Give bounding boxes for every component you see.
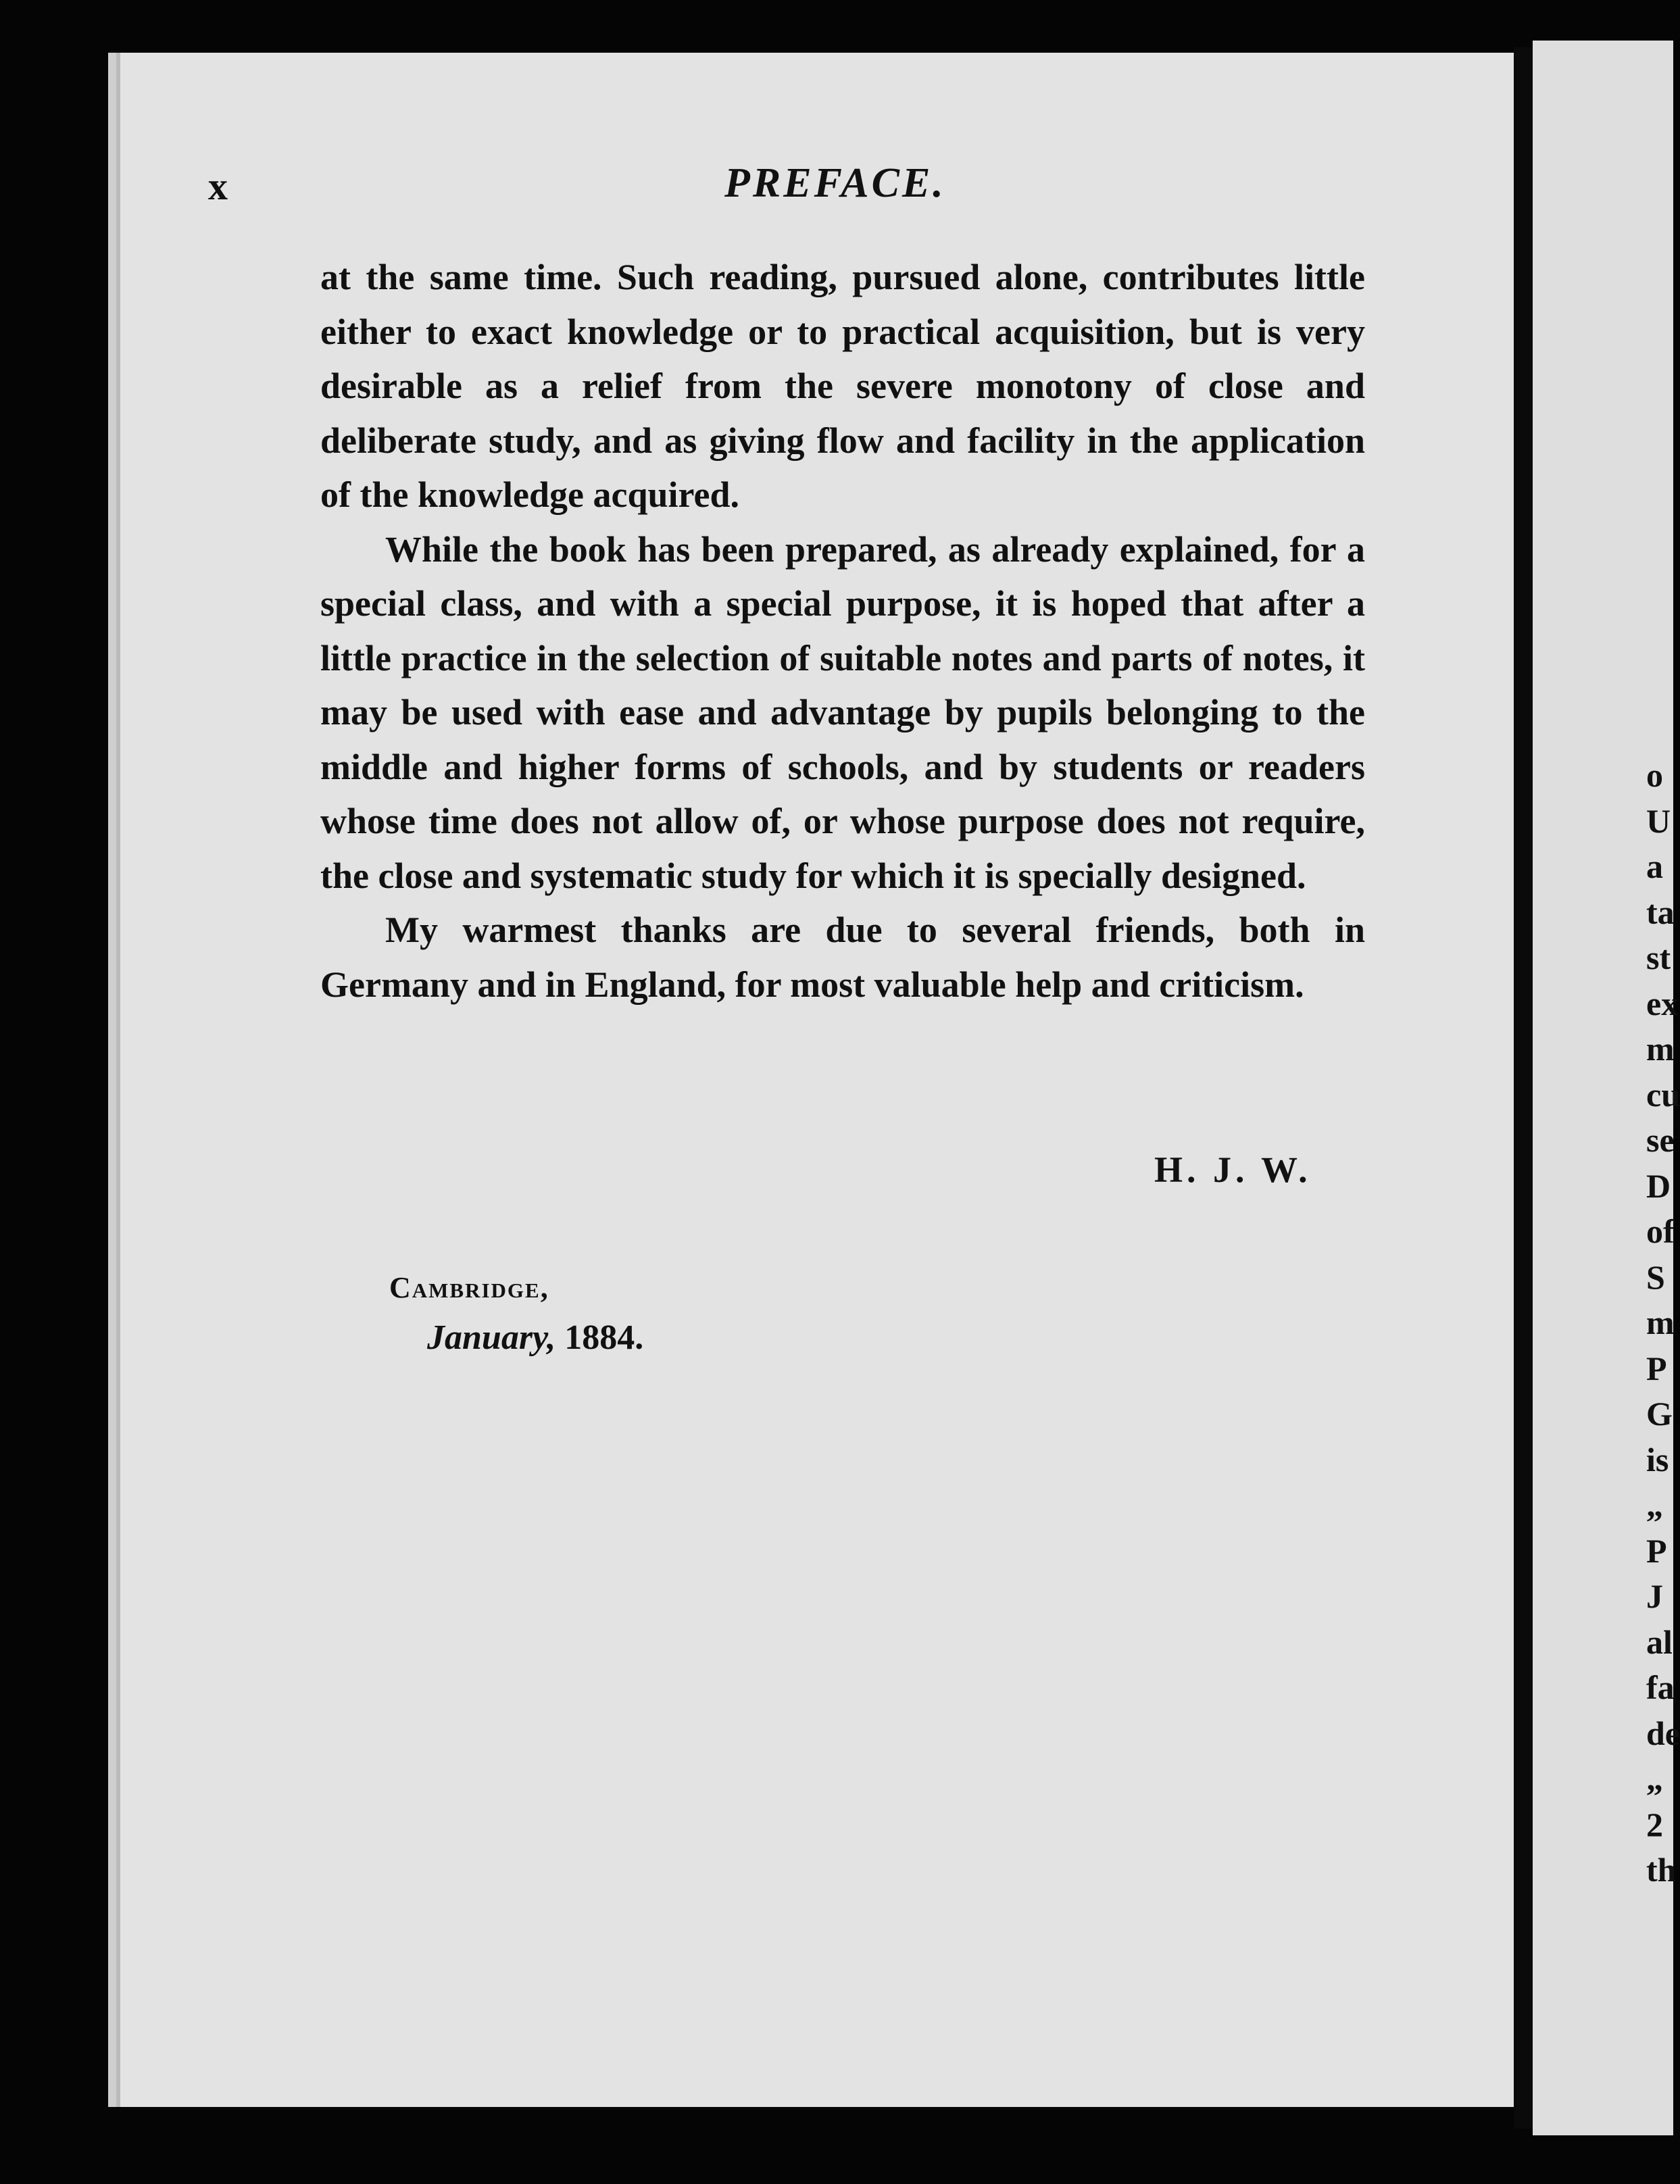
body-text — [320, 250, 1365, 1012]
place: Cambridge, — [389, 1271, 549, 1304]
facing-page-fragment: 2 — [1646, 1805, 1663, 1843]
facing-page-fragment: fa — [1646, 1668, 1675, 1706]
facing-page-fragment: a — [1646, 847, 1663, 885]
facing-page-fragment: P — [1646, 1349, 1667, 1387]
facing-page-fragment: ex — [1646, 984, 1679, 1022]
paragraph-3: My warmest thanks are due to several friends, both in Germany and in England, for most valuable help and criticism. — [320, 910, 1365, 1005]
paragraph-2: While the book has been prepared, as already explained, for a special class, and with a special purpose, it is hoped that after a little practice in the selection of suitable notes and parts of notes, it may be used with ease and advantage by pupils belonging to the middle and higher forms of schools, and by students or readers whose time does not allow of, or whose purpose does not require, the close and systematic study for which it is specially designed. — [320, 528, 1365, 896]
facing-page-fragment: P — [1646, 1531, 1667, 1570]
facing-page-fragment: m — [1646, 1304, 1675, 1341]
running-head: PREFACE. — [724, 160, 946, 206]
facing-page-fragment: G — [1646, 1395, 1673, 1433]
date-year: 1884. — [564, 1318, 644, 1357]
facing-page-fragment: o — [1646, 756, 1663, 794]
signature: H. J. W. — [1154, 1149, 1312, 1190]
facing-page-fragment: of — [1646, 1212, 1675, 1250]
facing-page-fragment: D — [1646, 1166, 1671, 1205]
page-number: x — [208, 164, 228, 208]
facing-page-fragment: U — [1646, 801, 1671, 840]
facing-page-fragment: se — [1646, 1121, 1675, 1159]
facing-page-fragment: „ — [1646, 1760, 1663, 1797]
facing-page-fragment: S — [1646, 1258, 1665, 1296]
facing-page-fragment: is — [1646, 1440, 1669, 1479]
facing-page-fragment: J — [1646, 1577, 1663, 1615]
facing-page-fragment: al — [1646, 1622, 1673, 1661]
facing-page-fragment: de — [1646, 1714, 1680, 1752]
facing-page-fragment: st — [1646, 939, 1671, 976]
facing-page-fragment: ta — [1646, 893, 1675, 931]
paragraph-1: at the same time. Such reading, pursued alone, contributes little either to exact knowledge or to practical acquisition, but is very desirable as a relief from the severe monotony of close and deliberate study, and as giving flow and facility in the application of the knowledge acquired. — [320, 257, 1365, 515]
facing-page-text — [1646, 753, 1680, 1893]
facing-page-fragment: „ — [1646, 1486, 1663, 1524]
facing-page-fragment: cu — [1646, 1075, 1680, 1114]
facing-page-fragment: m — [1646, 1030, 1675, 1068]
facing-page-fragment: th — [1646, 1851, 1677, 1889]
book-spine — [1514, 47, 1533, 2129]
date-month: January, — [427, 1318, 556, 1357]
date — [427, 1318, 643, 1358]
